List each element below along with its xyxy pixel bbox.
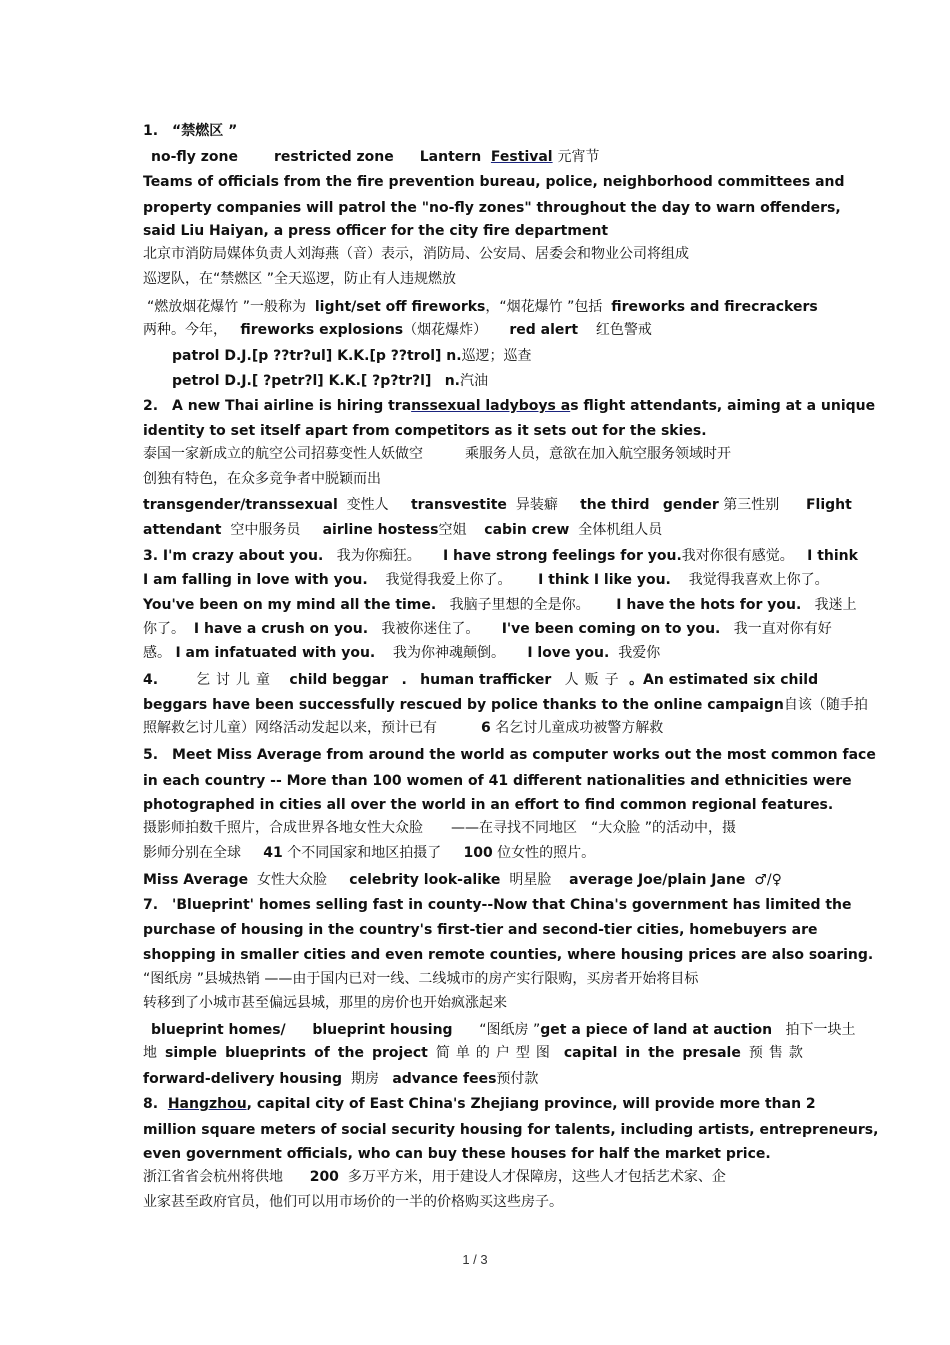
item-3-line-1: 3. I'm crazy about you. 我为你痴狂。 I have strong feelings for you.我对你很有感觉。 I think (143, 548, 858, 564)
item-1-heading: 1. “禁燃区 ” (143, 123, 238, 139)
item-7-vocab-line-3: forward-delivery housing 期房 advance fees预付款 (143, 1071, 539, 1087)
item-1-patrol: patrol D.J.[p ??tr?ul] K.K.[p ??trol] n.巡逻；巡查 (172, 348, 532, 364)
item-1-zh-line-2: 巡逻队，在“禁燃区 ”全天巡逻，防止有人违规燃放 (143, 271, 456, 287)
item-3-line-4: 你了。 I have a crush on you. 我被你迷住了。 I've been coming on to you. 我一直对你有好 (143, 621, 832, 637)
item-4-line-3: 照解救乞讨儿童）网络活动发起以来，预计已有 6 名乞讨儿童成功被警方解救 (143, 720, 664, 736)
item-1-terms: no-fly zone restricted zone Lantern Festival 元宵节 (151, 149, 600, 165)
item-1-vocab-line-2: 两种。今年， fireworks explosions（烟花爆炸） red alert 红色警戒 (143, 322, 652, 338)
item-4-line-1: 4. 乞讨儿童 child beggar . human trafficker 人贩子 。An estimated six child (143, 672, 819, 688)
item-5-zh-line-2: 影师分别在全球 41 个不同国家和地区拍摄了 100 位女性的照片。 (143, 845, 596, 861)
item-1-zh-line-1: 北京市消防局媒体负责人刘海燕（音）表示，消防局、公安局、居委会和物业公司将组成 (143, 246, 689, 262)
page-number: 1 / 3 (462, 1252, 488, 1267)
item-5-vocab: Miss Average 女性大众脸 celebrity look-alike 明星脸 average Joe/plain Jane ♂/♀ (143, 872, 782, 888)
item-8-en-line-2: million square meters of social security housing for talents, including artists, entrepreneurs, (143, 1122, 879, 1138)
item-7-zh-line-1: “图纸房 ”县城热销 ——由于国内已对一线、二线城市的房产实行限购，买房者开始将目标 (143, 971, 699, 987)
item-5-en-line-2: in each country -- More than 100 women of 41 different nationalities and ethnicities were (143, 773, 852, 789)
item-7-en-line-2: purchase of housing in the country's first-tier and second-tier cities, homebuyers are (143, 922, 818, 938)
item-7-vocab-line-2: 地 simple blueprints of the project 简单的户型图 capital in the presale 预售款 (143, 1045, 809, 1061)
item-8-zh-line-2: 业家甚至政府官员，他们可以用市场价的一半的价格购买这些房子。 (143, 1194, 563, 1210)
item-1-vocab-line-1: “燃放烟花爆竹 ”一般称为 light/set off fireworks，“烟花爆竹 ”包括 fireworks and firecrackers (147, 299, 818, 315)
item-7-en-line-1: 7. 'Blueprint' homes selling fast in county--Now that China's government has limited the (143, 897, 852, 913)
item-5-zh-line-1: 摄影师拍数千照片，合成世界各地女性大众脸 ——在寻找不同地区 “大众脸 ”的活动中，摄 (143, 820, 736, 836)
item-5-en-line-1: 5. Meet Miss Average from around the world as computer works out the most common face (143, 747, 876, 763)
item-2-zh-line-2: 创独有特色，在众多竞争者中脱颖而出 (143, 471, 381, 487)
item-1-en-line-2: property companies will patrol the "no-fly zones" throughout the day to warn offenders, (143, 200, 841, 216)
item-1-en-line-1: Teams of officials from the fire prevention bureau, police, neighborhood committees and (143, 174, 845, 190)
item-2-vocab-line-1: transgender/transsexual 变性人 transvestite 异装癖 the third gender 第三性别 Flight (143, 497, 852, 513)
item-2-en-line-1: 2. A new Thai airline is hiring transsexual ladyboys as flight attendants, aiming at a unique (143, 398, 876, 414)
item-8-en-line-1: 8. Hangzhou, capital city of East China's Zhejiang province, will provide more than 2 (143, 1096, 816, 1112)
hangzhou-link: Hangzhou (167, 1096, 247, 1112)
item-8-en-line-3: even government officials, who can buy these houses for half the market price. (143, 1146, 771, 1162)
item-8-zh-line-1: 浙江省省会杭州将供地 200 多万平方米，用于建设人才保障房，这些人才包括艺术家、企 (143, 1169, 726, 1185)
item-7-en-line-3: shopping in smaller cities and even remote counties, where housing prices are also soaring. (143, 947, 874, 963)
item-2-vocab-line-2: attendant 空中服务员 airline hostess空姐 cabin crew 全体机组人员 (143, 522, 663, 538)
item-3-line-5: 感。 I am infatuated with you. 我为你神魂颠倒。 I love you. 我爱你 (143, 645, 661, 661)
item-7-zh-line-2: 转移到了小城市甚至偏远县城，那里的房价也开始疯涨起来 (143, 995, 507, 1011)
item-3-line-3: You've been on my mind all the time. 我脑子里想的全是你。 I have the hots for you. 我迷上 (143, 597, 857, 613)
item-1-en-line-3: said Liu Haiyan, a press officer for the city fire department (143, 223, 609, 239)
item-3-line-2: I am falling in love with you. 我觉得我爱上你了。 I think I like you. 我觉得我喜欢上你了。 (143, 572, 829, 588)
item-2-zh-line-1: 泰国一家新成立的航空公司招募变性人妖做空 乘服务人员，意欲在加入航空服务领域时开 (143, 446, 731, 462)
item-7-vocab-line-1: blueprint homes/ blueprint housing “图纸房 ”get a piece of land at auction 拍下一块土 (151, 1022, 856, 1038)
item-1-petrol: petrol D.J.[ ?petr?l] K.K.[ ?p?tr?l] n.汽油 (172, 373, 489, 389)
item-5-en-line-3: photographed in cities all over the world in an effort to find common regional features. (143, 797, 834, 813)
item-2-en-line-2: identity to set itself apart from competitors as it sets out for the skies. (143, 423, 707, 439)
item-4-line-2: beggars have been successfully rescued by police thanks to the online campaign自该（随手拍 (143, 697, 868, 713)
